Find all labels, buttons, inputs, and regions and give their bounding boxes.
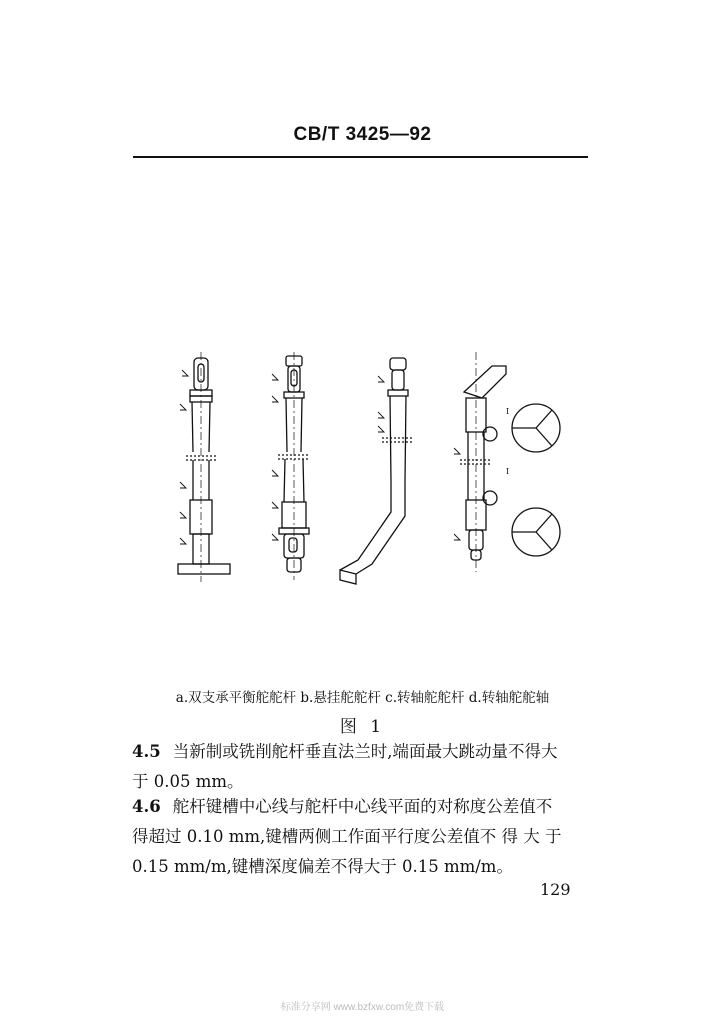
detail-label-i-upper: I	[506, 407, 510, 416]
standard-number: CB/T 3425—92	[293, 124, 432, 145]
drawing-c-rotary-stock	[340, 358, 414, 584]
clause-line: 0.15 mm/m,键槽深度偏差不得大于 0.15 mm/m。	[132, 857, 513, 876]
figure-caption: a.双支承平衡舵舵杆 b.悬挂舵舵杆 c.转轴舵舵杆 d.转轴舵舵轴	[175, 690, 550, 706]
clause-text: 当新制或铣削舵杆垂直法兰时,端面最大跳动量不得大	[172, 742, 558, 761]
clause-line: 于 0.05 mm。	[132, 772, 244, 791]
clause-4-5	[132, 737, 592, 797]
rudder-stock-figure	[160, 352, 580, 597]
detail-label-i-lower: I	[506, 467, 510, 476]
figure-title: 图 1	[339, 717, 386, 737]
drawing-a-double-support-stock	[178, 352, 230, 582]
watermark: 标准分享网 www.bzfxw.com免费下载	[280, 1002, 445, 1013]
clause-number: 4.6	[132, 797, 161, 816]
clause-line	[132, 737, 592, 767]
header-rule	[133, 156, 588, 158]
clause-line: 得超过 0.10 mm,键槽两侧工作面平行度公差值不 得 大 于	[132, 827, 562, 846]
drawing-d-rotary-axle	[454, 352, 560, 572]
clause-line	[132, 792, 592, 822]
clause-4-6	[132, 792, 592, 882]
clause-text: 舵杆键槽中心线与舵杆中心线平面的对称度公差值不	[172, 797, 553, 816]
clause-number: 4.5	[132, 742, 161, 761]
drawing-b-suspended-stock	[272, 352, 310, 580]
page-number: 129	[540, 880, 571, 899]
